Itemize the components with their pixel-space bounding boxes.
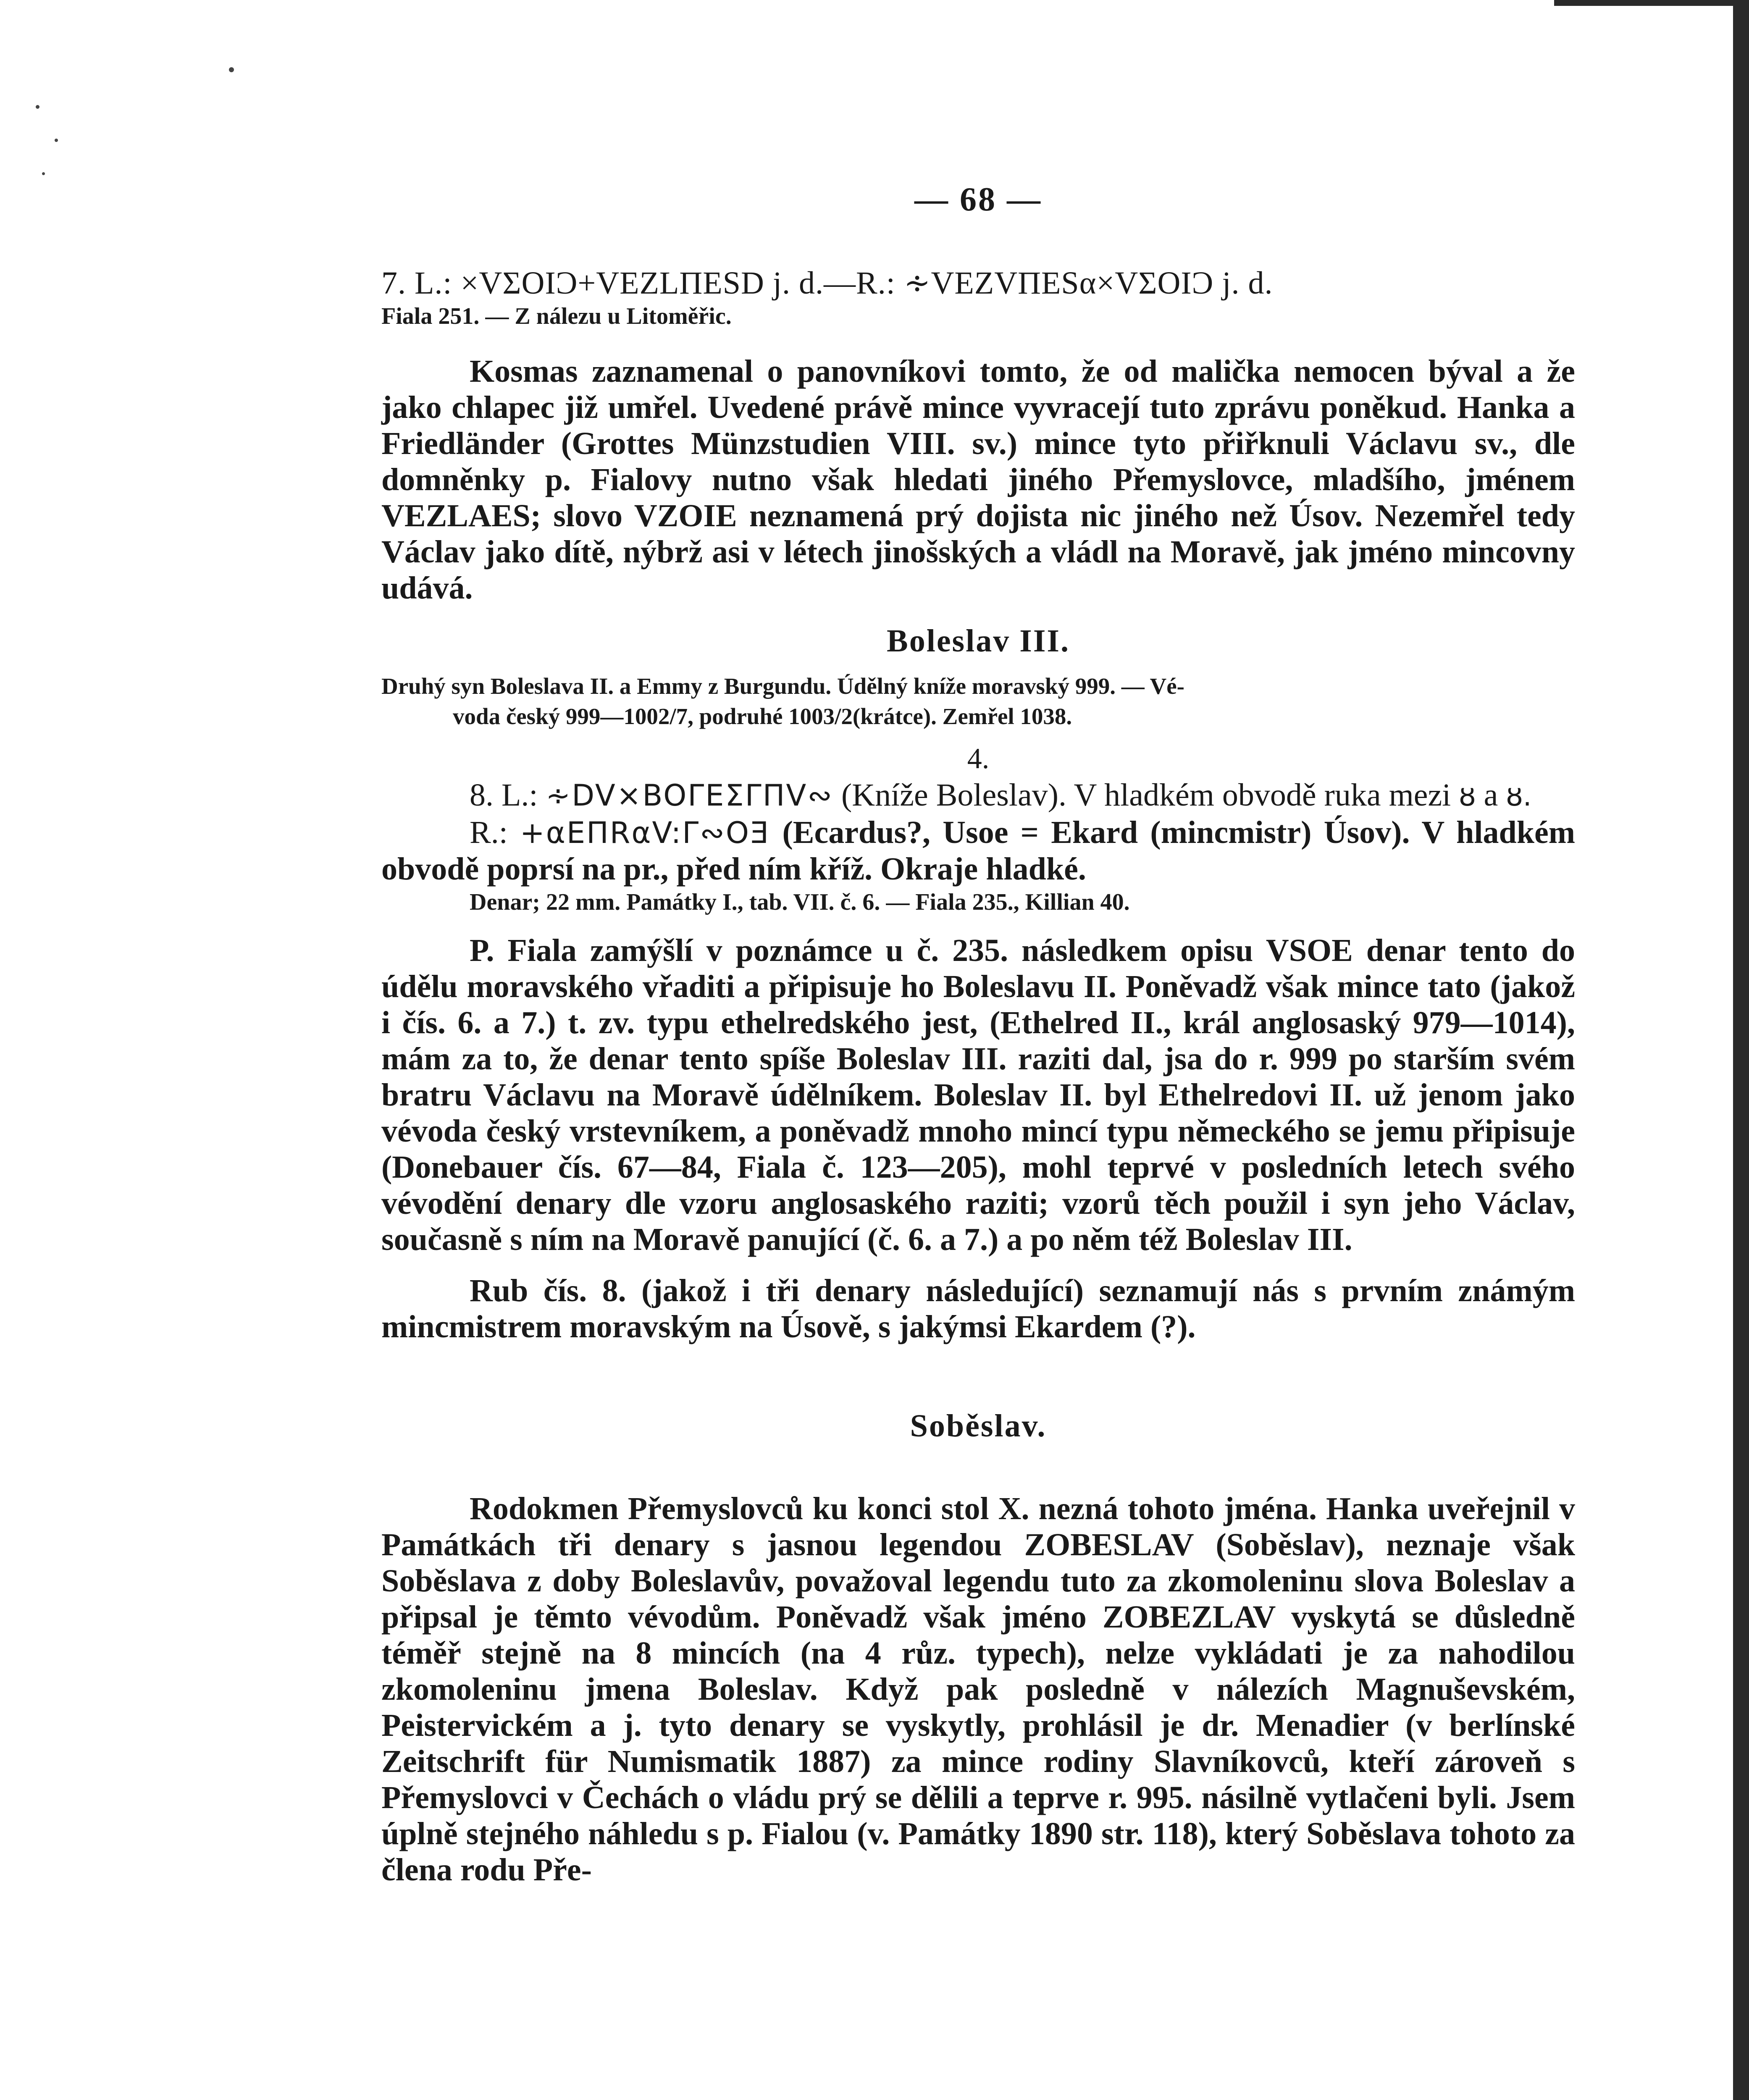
scan-speck <box>229 67 234 72</box>
coin-8-reverse-label: R.: <box>470 815 508 850</box>
boleslav-bio-line-2: voda český 999—1002/7, podruhé 1003/2(krátce). Zemřel 1038. <box>453 704 1072 729</box>
coin-8-obverse-description: (Kníže Boleslav). V hladkém obvodě ruka mezi <box>841 777 1451 813</box>
fiala-paragraph: P. Fiala zamýšlí v poznámce u č. 235. následkem opisu VSOE denar tento do údělu moravského vřaditi a připisuje ho Boleslavu II. Poněvadž však mince tato (jakož i čís. 6. a 7.) t. zv. typu ethelredského jest, (Ethelred II., král anglosaský 979—1014), mám za to, že denar tento spíše Boleslav III. raziti dal, jsa do r. 999 po starším svém bratru Václavu na Moravě údělníkem. Boleslav II. byl Ethelredovi II. už jenom jako vévoda český vrstevníkem, a poněvadž mnoho mincí typu německého se jemu připisuje (Donebauer čís. 67—84, Fiala č. 123—205), mohl teprvé v posledních letech svého vévodění denary dle vzoru anglosaského raziti; vzorů těch použil i syn jeho Václav, současně s ním na Moravě panující (č. 6. a 7.) a po něm též Boleslav III. <box>381 933 1575 1257</box>
symbol-glyph: ȣ. <box>1506 780 1532 812</box>
coin-type-numeral: 4. <box>967 743 990 775</box>
coin-7-reference: Fiala 251. — Z nálezu u Litoměřic. <box>381 303 732 329</box>
rub-paragraph: Rub čís. 8. (jakož i tři denary následující) seznamují nás s prvním známým mincmistrem moravským na Úsově, s jakýmsi Ekardem (?). <box>381 1273 1575 1344</box>
scan-edge-right <box>1733 0 1749 2100</box>
coin-8-and: a <box>1484 777 1498 813</box>
coin-7-legend: 7. L.: ×VΣOIϽ+VEZLΠESD j. d.—R.: ∻VEZVΠESα×VΣOIϽ j. d. <box>381 265 1273 301</box>
scan-edge-top <box>1554 0 1749 6</box>
scan-speck <box>42 172 45 175</box>
sobeslav-paragraph: Rodokmen Přemyslovců ku konci stol X. nezná tohoto jména. Hanka uveřejnil v Památkách tři denary s jasnou legendou ZOBESLAV (Soběslav), neznaje však Soběslava z doby Boleslavův, považoval legendu tuto za zkomoleninu slova Boleslav a připsal je těmto vévodům. Poněvadž však jméno ZOBEZLAV vyskytá se důsledně téměř stejně na 8 mincích (na 4 růz. typech), nelze vykládati je za nahodilou zkomoleninu jmena Boleslav. Když pak posledně v nálezích Magnuševském, Peistervickém a j. tyto denary se vyskytly, prohlásil je dr. Menadier (v berlínské Zeitschrift für Numismatik 1887) za mince rodiny Slavníkovců, kteří zároveň s Přemyslovci v Čechách o vládu prý se dělili a teprve r. 995. násilně vytlačeni byli. Jsem úplně stejného náhledu s p. Fialou (v. Památky 1890 str. 118), který Soběslava tohoto za člena rodu Pře- <box>381 1491 1575 1887</box>
coin-8-obverse-legend: ∻DV×BOΓEΣΓΠV∾ <box>546 778 833 813</box>
scan-speck <box>36 105 39 109</box>
kosmas-paragraph: Kosmas zaznamenal o panovníkovi tomto, že od malička nemocen býval a že jako chlapec již umřel. Uvedené právě mince vyvracejí tuto zprávu poněkud. Hanka a Friedländer (Grottes Münzstudien VIII. sv.) mince tyto přiřknuli Václavu sv., dle domněnky p. Fialovy nutno však hledati jiného Přemyslovce, mladšího, jménem VEZLAES; slovo VZOIE neznamená prý dojista nic jiného než Úsov. Nezemřel tedy Václav jako dítě, nýbrž asi v létech jinošských a vládl na Moravě, jak jméno mincovny udává. <box>381 354 1575 606</box>
coin-8-number: 8. L.: <box>470 777 538 813</box>
page-number: — 68 — <box>914 181 1042 218</box>
coin-8-obverse <box>381 777 1575 814</box>
coin-8-reverse-legend: +αEΠRαV:Γ∾OƎ <box>520 816 770 850</box>
symbol-glyph: ȣ <box>1459 780 1476 812</box>
section-title-sobeslav: Soběslav. <box>910 1408 1047 1444</box>
coin-8-reference: Denar; 22 mm. Památky I., tab. VII. č. 6. — Fiala 235., Killian 40. <box>470 889 1130 915</box>
section-title-boleslav: Boleslav III. <box>887 623 1070 659</box>
scan-speck <box>55 139 58 142</box>
coin-8-reverse-description: (Ecardus?, Usoe = Ekard (mincmistr) Úsov). V hladkém obvodě poprsí na pr., před ním kříž. Okraje hladké. <box>381 815 1576 887</box>
document-page <box>381 181 1575 1888</box>
coin-8-reverse <box>381 814 1575 887</box>
boleslav-bio-line-1: Druhý syn Boleslava II. a Emmy z Burgundu. Údělný kníže moravský 999. — Vé- <box>381 673 1184 699</box>
